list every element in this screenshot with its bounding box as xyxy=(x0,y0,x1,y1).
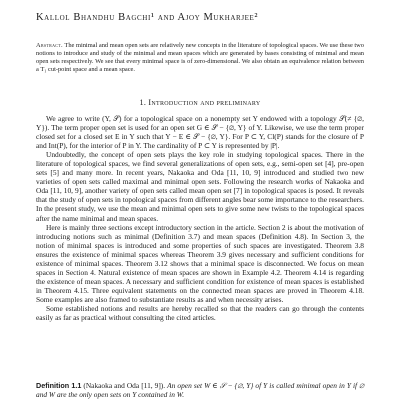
abstract xyxy=(36,42,364,74)
paragraph: Some established notions and results are hereby recalled so that the readers can go through the contents easily as far as practical without consulting the cited articles. xyxy=(36,303,364,323)
paragraph: We agree to write (Y, 𝒮) for a topological space on a nonempty set Y endowed with a topology 𝒮(≠ {∅, Y}). The term proper open set is used for an open set G ∈ 𝒮 − {∅, Y} of Y. Likewise, we use the term proper closed set for a closed set E in Y such that Y − E ∈ 𝒮 − {∅, Y}. For P ⊂ Y, Cl(P) stands for the closure of P and Int(P), for the interior of P in Y. The cardinality of P ⊂ Y is represented by |P|. xyxy=(36,114,364,151)
abstract-text: The minimal and mean open sets are relatively new concepts in the literature of topological spaces. We use these two notions to introduce and study of the minimal and mean spaces which are generated by bases consisting of minimal and mean open sets respectively. We see that every minimal space is of zero-dimensional. We also obtain an equivalence relation between a T₁ cut-point space and a mean space. xyxy=(36,42,364,73)
section-heading: 1. Introduction and preliminary xyxy=(139,98,261,107)
definition-citation: (Nakaoka and Oda [11, 9]). xyxy=(83,381,166,390)
definition-text: An open set W ∈ 𝒮 − {∅, Y} of Y is called minimal open in Y if ∅ and W are the only open sets on Y contained in W. xyxy=(36,381,364,400)
paragraph: Undoubtedly, the concept of open sets plays the key role in studying topological spaces. There in the literature of topological spaces, we find several generalizations of open sets, e.g., semi-open set [4], pre-open sets [5] and many more. In recent years, Nakaoka and Oda [11, 10, 9] introduced and studied two new varieties of open sets called maximal and minimal open sets. Following the research works of Nakaoka and Oda [11, 10, 9], another variety of open sets called mean open set [7] in topological spaces is posed. It reveals that the study of open sets in topological spaces from different angles bear some importance to the researchers. In the present study, we use the mean and minimal open sets to give some new twists to the topological spaces after the name minimal and mean spaces. xyxy=(36,150,364,223)
body-text xyxy=(36,114,364,322)
paragraph: Here is mainly three sections except introductory section in the article. Section 2 is about the motivation of introducing notions such as minimal (Definition 3.7) and mean spaces (Definition 4.8). In Section 3, the notion of minimal spaces is introduced and some properties of such spaces are investigated. Theorem 3.8 ensures the existence of minimal spaces whereas Theorem 3.9 gives necessary and sufficient conditions for existence of minimal spaces. Theorem 3.12 shows that a minimal space is disconnected. We focus on mean spaces in Section 4. Natural existence of mean spaces are shown in Example 4.2. Theorem 4.14 is regarding the existence of mean spaces. A necessary and sufficient condition for existence of mean spaces is established in Theorem 4.15. Three equivalent statements on the connected mean spaces are proved in Theorem 4.18. Some examples are also framed to substantiate results as and when necessity arises. xyxy=(36,222,364,304)
abstract-label: Abstract. xyxy=(36,42,63,49)
definition-label: Definition 1.1 xyxy=(36,381,82,390)
author-line: Kallol Bhandhu Bagchi¹ and Ajoy Mukharjee² xyxy=(36,12,259,23)
definition-block xyxy=(36,381,364,399)
